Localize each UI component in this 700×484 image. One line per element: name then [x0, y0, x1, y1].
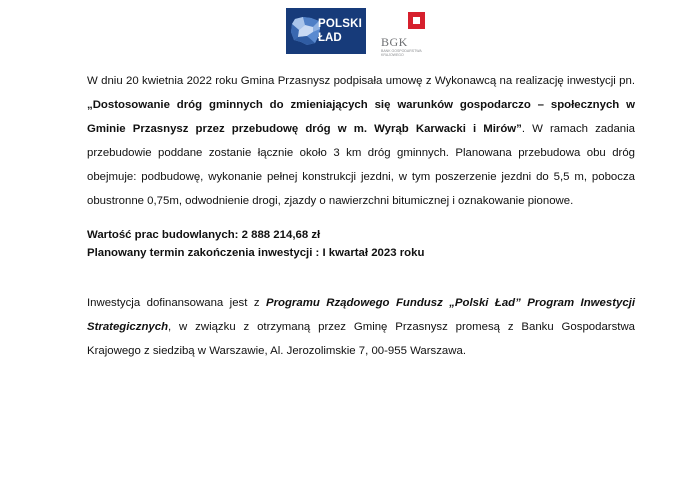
paragraph-contract-description: . W ramach zadania przebudowie poddane zostanie łącznie około 3 km dróg gminnych. Planowana przebudowa obu dróg obejmuje: podbudowę, wykonanie pełnej konstrukcji jezdni, w tym poszerzenie jezdni do 5,5 m, pobocza obustronne 0,75m, odwodnienie drogi, zjazdy o nawierzchni bitumicznej i oznakowanie pionowe.	[87, 123, 635, 208]
paragraph-funding-rest: , w związku z otrzymaną przez Gminę Przasnysz promesą z Banku Gospodarstwa Krajowego z siedzibą w Warszawie, Al. Jerozolimskie 7, 00-955 Warszawa.	[87, 320, 635, 357]
construction-value: Wartość prac budowlanych: 2 888 214,68 zł	[87, 228, 321, 241]
funding-program-name: Programu Rządowego Fundusz „Polski Ład” Program Inwestycji Strategicznych	[87, 296, 635, 333]
header-logos	[286, 8, 448, 58]
polski-lad-line1: POLSKI	[318, 18, 363, 30]
paragraph-funding-intro: Inwestycja dofinansowana jest z	[87, 296, 266, 309]
polski-lad-line2: ŁAD	[318, 31, 342, 44]
investment-summary	[87, 226, 635, 262]
bgk-square-icon	[408, 12, 425, 29]
paragraph-funding	[87, 291, 635, 363]
bgk-abbr: BGK	[381, 35, 408, 49]
bgk-logo	[376, 8, 448, 58]
paragraph-contract-intro: W dniu 20 kwietnia 2022 roku Gmina Przasnysz podpisała umowę z Wykonawcą na realizację inwestycji pn.	[87, 75, 635, 87]
project-title: „Dostosowanie dróg gminnych do zmieniających się warunków gospodarczo – społecznych w Gminie Przasnysz przez przebudowę dróg w m. Wyrąb Karwacki i Mirów”	[87, 99, 635, 136]
completion-deadline: Planowany termin zakończenia inwestycji : I kwartał 2023 roku	[87, 246, 425, 259]
polski-lad-logo	[286, 8, 366, 54]
bgk-full-name: BANK GOSPODARSTWA KRAJOWEGO	[381, 49, 422, 58]
document-body	[87, 69, 635, 363]
paragraph-contract	[87, 69, 635, 214]
